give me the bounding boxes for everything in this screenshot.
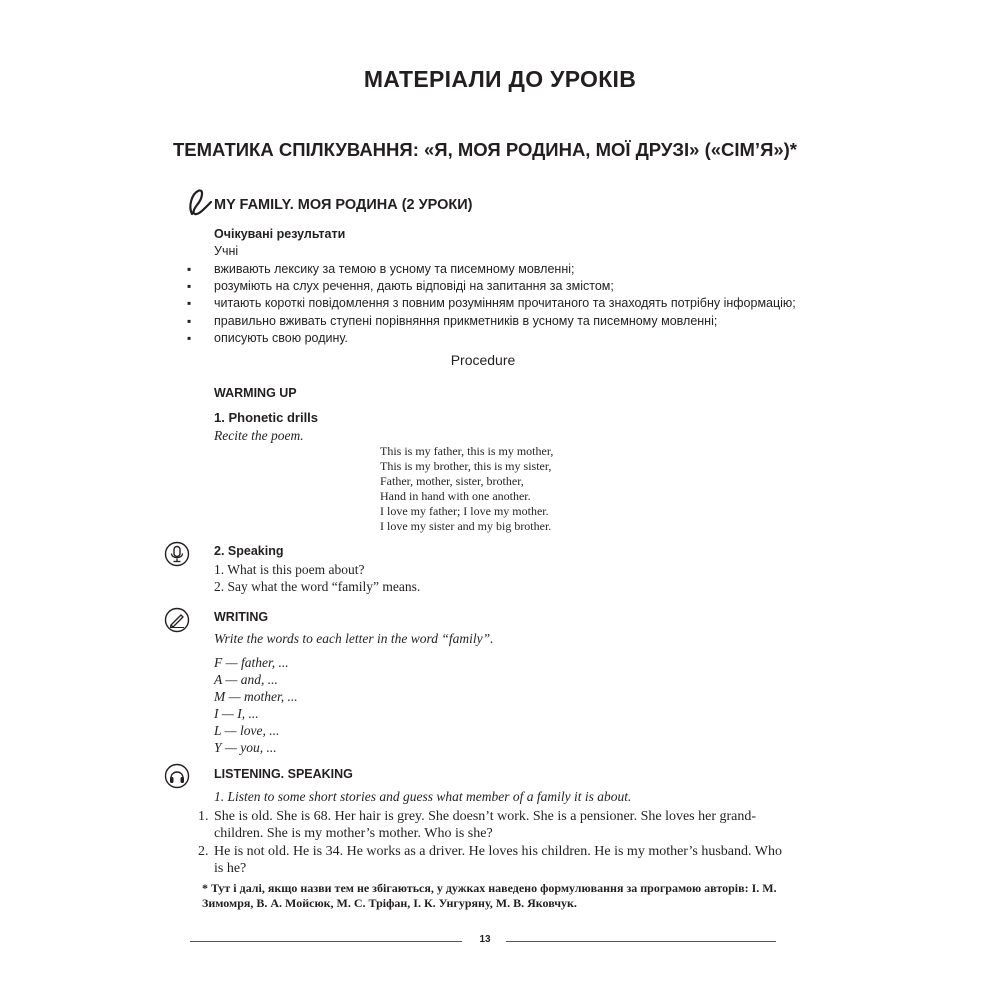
- handwriting-mark-icon: [186, 188, 214, 218]
- family-letter-list: [214, 654, 298, 756]
- footnote: * Тут і далі, якщо назви тем не збігаються, у дужках наведено формулювання за програмою авторів: І. М. Зимомря, В. А. Мойсюк, М. С. Тріфан, І. К. Унгуряну, М. В. Яковчук.: [202, 881, 777, 910]
- recite-instruction: Recite the poem.: [214, 428, 304, 443]
- listening-heading: LISTENING. SPEAKING: [214, 767, 353, 781]
- family-letter-line: Y — you, ...: [214, 740, 277, 755]
- procedure-label: Procedure: [450, 352, 516, 368]
- story-item: 1. She is old. She is 68. Her hair is grey. She doesn’t work. She is a pensioner. She loves her grand-children. She is my mother’s mother. Who is she?: [198, 809, 757, 841]
- warming-up-heading: WARMING UP: [214, 386, 297, 400]
- poem-line: I love my father; I love my mother.: [380, 504, 549, 518]
- listening-instruction: 1. Listen to some short stories and guess what member of a family it is about.: [214, 789, 632, 804]
- page-number: 13: [479, 934, 491, 945]
- speaking-question: 2. Say what the word “family” means.: [214, 579, 421, 594]
- microphone-icon: [164, 541, 190, 567]
- phonetic-drills-heading: 1. Phonetic drills: [214, 410, 319, 425]
- writing-heading: WRITING: [214, 610, 269, 624]
- poem-line: Father, mother, sister, brother,: [380, 474, 524, 488]
- speaking-question: 1. What is this poem about?: [214, 562, 365, 577]
- family-letter-line: L — love, ...: [214, 723, 280, 738]
- poem: [380, 444, 553, 534]
- lesson-title: MY FAMILY. МОЯ РОДИНА (2 УРОКИ): [214, 197, 473, 213]
- pen-icon: [164, 607, 190, 633]
- poem-line: This is my father, this is my mother,: [380, 444, 554, 458]
- results-heading: Очікувані результати: [214, 227, 346, 241]
- page-title: МАТЕРІАЛИ ДО УРОКІВ: [363, 66, 637, 92]
- footer-rule-left: [190, 941, 462, 942]
- writing-instruction: Write the words to each letter in the word “family”.: [214, 631, 494, 646]
- pupils-label: Учні: [214, 244, 239, 258]
- poem-line: I love my sister and my big brother.: [380, 519, 552, 533]
- outcomes-list: [187, 261, 796, 347]
- speaking-heading: 2. Speaking: [214, 544, 284, 558]
- outcome-item: ▪ розуміють на слух речення, дають відповіді на запитання за змістом;: [187, 279, 614, 294]
- outcome-item: ▪ описують свою родину.: [187, 330, 348, 345]
- poem-line: Hand in hand with one another.: [380, 489, 531, 503]
- family-letter-line: M — mother, ...: [214, 689, 298, 704]
- family-letter-line: I — I, ...: [214, 706, 259, 721]
- family-letter-line: A — and, ...: [214, 672, 278, 687]
- outcome-item: ▪ вживають лексику за темою в усному та писемному мовленні;: [187, 262, 575, 276]
- family-letter-line: F — father, ...: [214, 655, 289, 670]
- topic-title: ТЕМАТИКА СПІЛКУВАННЯ: «Я, МОЯ РОДИНА, МОЇ ДРУЗІ» («СІМ’Я»)*: [172, 139, 798, 160]
- poem-line: This is my brother, this is my sister,: [380, 459, 552, 473]
- story-item: 2. He is not old. He is 34. He works as a driver. He loves his children. He is my mother’s husband. Who is he?: [198, 844, 782, 876]
- outcome-item: ▪ читають короткі повідомлення з повним розумінням прочитаного та знаходять потрібну інформацію;: [187, 296, 796, 311]
- footer-rule-right: [506, 941, 776, 942]
- outcome-item: ▪ правильно вживать ступені порівняння прикметників в усному та писемному мовленні;: [187, 313, 718, 328]
- headphones-icon: [164, 763, 190, 789]
